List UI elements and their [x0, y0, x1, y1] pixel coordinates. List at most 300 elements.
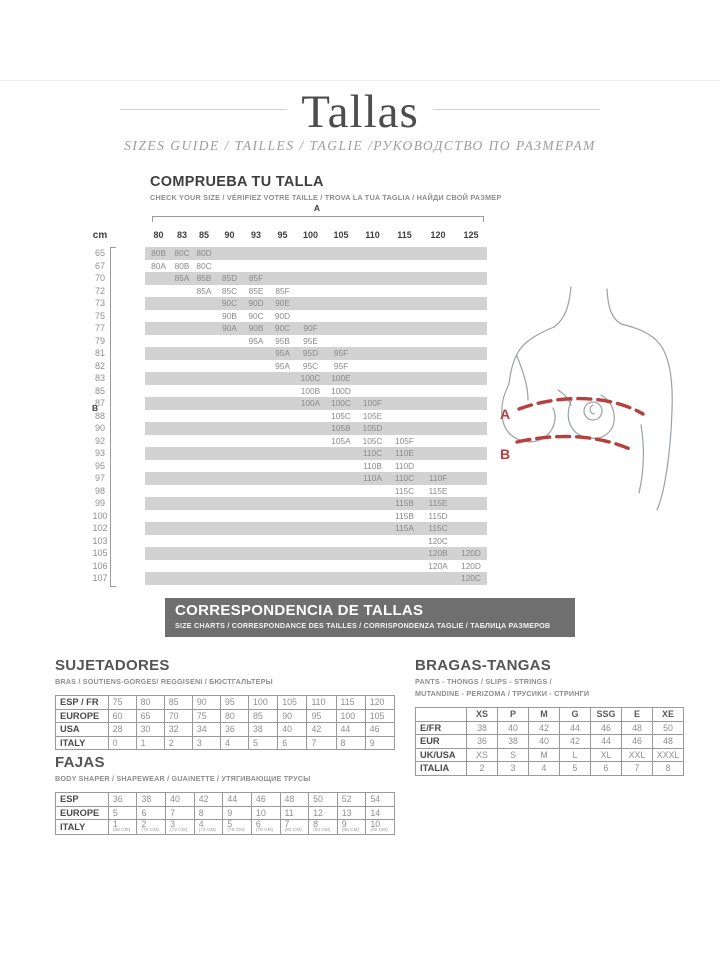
matrix-cell: [421, 285, 455, 298]
matrix-cell: [172, 422, 192, 435]
matrix-cell: [455, 285, 487, 298]
matrix-row-band: [145, 310, 487, 323]
matrix-row: [88, 335, 490, 348]
matrix-col-header: 90: [224, 230, 235, 240]
matrix-cell: 85A: [174, 273, 190, 283]
matrix-cell: [388, 272, 421, 285]
matrix-cell: [145, 510, 172, 523]
table-cell-cm-note: (74 CM): [198, 828, 217, 833]
matrix-cell: 85C: [221, 285, 238, 296]
matrix-cell: [192, 522, 216, 535]
matrix-row-band: [145, 285, 487, 298]
matrix-cell: [269, 497, 296, 510]
table-cell: 60: [108, 709, 136, 723]
matrix-cell: [296, 297, 325, 310]
table-cell: 28: [108, 723, 136, 737]
matrix-cell: [357, 335, 388, 348]
table-cell: 38: [137, 793, 166, 807]
matrix-row: [88, 497, 490, 510]
table-cell: 40: [498, 721, 529, 735]
matrix-row: [88, 522, 490, 535]
bust-figure-drawing: [493, 283, 711, 511]
table-cell: 8: [336, 736, 365, 750]
page-subtitle: SIZES GUIDE / TAILLES / TAGLIE /РУКОВОДСТВО ПО РАЗМЕРАМ: [124, 138, 596, 153]
matrix-cell: [421, 385, 455, 398]
matrix-cell: 95D: [302, 348, 319, 358]
matrix-col-header: 110: [365, 230, 380, 240]
table-cell: 38: [249, 723, 278, 737]
table-row: [56, 793, 395, 807]
matrix-cell: 85D: [221, 273, 238, 283]
matrix-row-label: 85: [94, 385, 105, 396]
matrix-row-band: [145, 522, 487, 535]
table-cell: 1: [136, 736, 164, 750]
pants-title: BRAGAS-TANGAS: [415, 657, 552, 674]
table-cell: 90: [192, 696, 220, 710]
table-cell: 75: [108, 696, 136, 710]
matrix-cell: [172, 510, 192, 523]
table-row-label: UK/USA: [416, 748, 467, 762]
matrix-cell: [296, 247, 325, 260]
table-cell: 110: [307, 696, 336, 710]
table-cell: 5: [108, 806, 137, 820]
matrix-row: [88, 397, 490, 410]
table-cell-cm-note: (92 CM): [370, 828, 388, 833]
matrix-row-label: 75: [94, 310, 105, 321]
matrix-cell: [216, 422, 243, 435]
matrix-cell: [421, 435, 455, 448]
table-cell: 32: [164, 723, 192, 737]
matrix-cell: [269, 510, 296, 523]
table-cell: 6: [591, 762, 622, 776]
matrix-cell: [243, 472, 269, 485]
table-cell: 1 (68 CM): [108, 820, 137, 835]
table-cell: 95: [220, 696, 248, 710]
matrix-cell: [192, 372, 216, 385]
matrix-row-band: [145, 422, 487, 435]
matrix-row-band: [145, 372, 487, 385]
matrix-cell: [455, 485, 487, 498]
matrix-cell: 95A: [275, 360, 290, 371]
matrix-row-band: [145, 360, 487, 373]
table-cell: L: [560, 748, 591, 762]
matrix-cell: 100C: [300, 373, 321, 383]
matrix-row-band: [145, 535, 487, 548]
matrix-cell: [172, 297, 192, 310]
matrix-cell: [388, 297, 421, 310]
matrix-cell: [243, 547, 269, 560]
matrix-cell: [269, 422, 296, 435]
matrix-cell: [243, 497, 269, 510]
matrix-cell: 115A: [395, 523, 414, 533]
matrix-cell: 85E: [248, 285, 264, 296]
matrix-cell: [357, 572, 388, 585]
matrix-cell: [325, 272, 357, 285]
pants-table: [415, 707, 684, 776]
check-size-title: COMPRUEBA TU TALLA: [150, 174, 324, 190]
table-cell: 9: [365, 736, 394, 750]
matrix-cell: [455, 360, 487, 373]
bracket-a-label: A: [313, 203, 321, 213]
matrix-row: [88, 460, 490, 473]
matrix-cell: [216, 397, 243, 410]
matrix-cell: [145, 322, 172, 335]
table-cell: 44: [560, 721, 591, 735]
matrix-cell: [388, 560, 421, 573]
table-cell: 80: [136, 696, 164, 710]
shapewear-section: [55, 754, 395, 835]
table-cell: 80: [220, 709, 248, 723]
shapewear-table: [55, 792, 395, 835]
matrix-cell: [296, 310, 325, 323]
size-matrix: [88, 203, 490, 585]
matrix-cell: 115C: [428, 523, 448, 533]
matrix-cell: 105F: [395, 435, 414, 446]
matrix-cell: [192, 460, 216, 473]
matrix-cell: [172, 385, 192, 398]
matrix-row-band: [145, 497, 487, 510]
matrix-cell: [216, 460, 243, 473]
matrix-cell: 85A: [196, 285, 212, 296]
table-cell-cm-note: (68 CM): [112, 828, 131, 833]
matrix-row-label: 106: [92, 560, 108, 571]
matrix-row-band: [145, 547, 487, 560]
table-cell: 50: [653, 721, 684, 735]
matrix-row: [88, 322, 490, 335]
matrix-cell: [192, 560, 216, 573]
table-cell: 8: [653, 762, 684, 776]
table-cell-cm-note: (88 CM): [341, 828, 360, 833]
matrix-cell: [216, 347, 243, 360]
matrix-cell: [243, 522, 269, 535]
bras-table: [55, 695, 395, 750]
matrix-cell: 95B: [275, 335, 290, 346]
matrix-cell: [357, 485, 388, 498]
matrix-cell: 80D: [196, 248, 212, 258]
matrix-row-label: 77: [94, 323, 105, 333]
matrix-cell: [192, 535, 216, 548]
bracket-b-label: B: [92, 403, 99, 413]
matrix-cell: [388, 397, 421, 410]
matrix-cell: 105C: [331, 410, 351, 421]
matrix-cell: [296, 435, 325, 448]
matrix-cell: [216, 497, 243, 510]
matrix-cell: [269, 560, 296, 573]
matrix-col-header: 100: [302, 230, 319, 240]
matrix-cell: 120D: [461, 560, 481, 571]
matrix-row-band: [145, 485, 487, 498]
matrix-cell: [172, 447, 192, 460]
matrix-cell: [192, 347, 216, 360]
matrix-cell: [243, 260, 269, 273]
matrix-row-label: 81: [94, 348, 105, 358]
table-cell: 46: [365, 723, 394, 737]
table-row: [416, 762, 684, 776]
matrix-cell: 105B: [331, 423, 351, 433]
matrix-cell: [325, 535, 357, 548]
matrix-cell: [421, 422, 455, 435]
matrix-cell: [325, 510, 357, 523]
table-cell: 38: [498, 735, 529, 749]
matrix-row-band: [145, 472, 487, 485]
matrix-cell: [388, 422, 421, 435]
matrix-cell: [192, 435, 216, 448]
matrix-cell: 80B: [174, 260, 190, 271]
matrix-cell: [192, 547, 216, 560]
matrix-cell: [388, 372, 421, 385]
matrix-cell: [145, 447, 172, 460]
matrix-cell: 120B: [428, 548, 448, 558]
matrix-cell: [145, 460, 172, 473]
matrix-cell: [243, 422, 269, 435]
matrix-cell: [172, 322, 192, 335]
matrix-row-band: [145, 385, 487, 398]
matrix-cell: [243, 397, 269, 410]
matrix-cell: [145, 572, 172, 585]
matrix-cell: [325, 335, 357, 348]
matrix-cell: [325, 310, 357, 323]
matrix-cell: [192, 510, 216, 523]
matrix-cell: [145, 372, 172, 385]
matrix-cell: [325, 260, 357, 273]
matrix-cell: [357, 285, 388, 298]
top-divider: [0, 80, 720, 81]
table-cell: 50: [309, 793, 338, 807]
matrix-cell: [145, 410, 172, 423]
table-cell-cm-note: (70 CM): [141, 828, 159, 833]
matrix-cell: [455, 460, 487, 473]
matrix-cell: [296, 497, 325, 510]
matrix-cell: 110A: [363, 473, 382, 483]
table-cell: XL: [591, 748, 622, 762]
matrix-cell: 115B: [395, 498, 414, 508]
matrix-cell: [455, 247, 487, 260]
table-cell: 2 (70 CM): [137, 820, 166, 835]
size-charts-banner: [165, 598, 575, 637]
matrix-cell: [421, 247, 455, 260]
matrix-cell: 120D: [461, 548, 481, 558]
matrix-cell: [216, 335, 243, 348]
matrix-cell: 105C: [362, 435, 383, 446]
matrix-cell: [192, 335, 216, 348]
matrix-cell: [216, 447, 243, 460]
table-cell: 42: [529, 721, 560, 735]
matrix-row-band: [145, 510, 487, 523]
matrix-cell: [216, 472, 243, 485]
matrix-col-header: 105: [333, 230, 349, 240]
matrix-cell: 110B: [363, 460, 382, 471]
matrix-cell: 110D: [394, 460, 415, 471]
matrix-cell: [172, 310, 192, 323]
matrix-row-band: [145, 260, 487, 273]
matrix-cell: [325, 572, 357, 585]
matrix-row-label: 99: [94, 498, 105, 508]
matrix-unit-label: cm: [92, 230, 108, 241]
matrix-cell: [325, 547, 357, 560]
table-cell: 2: [164, 736, 192, 750]
matrix-cell: [192, 297, 216, 310]
table-cell: 10: [251, 806, 280, 820]
table-cell: 65: [136, 709, 164, 723]
matrix-cell: [269, 397, 296, 410]
table-cell: XXL: [622, 748, 653, 762]
matrix-cell: [357, 372, 388, 385]
table-cell: 115: [336, 696, 365, 710]
matrix-cell: [243, 360, 269, 373]
pants-subtitle-line2: MUTANDINE - PERIZOMA / ТРУСИКИ - СТРИНГИ: [415, 689, 590, 698]
matrix-cell: [455, 335, 487, 348]
table-cell: 48: [622, 721, 653, 735]
matrix-row-label: 87: [94, 398, 105, 408]
matrix-cell: 115D: [428, 510, 448, 521]
table-cell: 4: [529, 762, 560, 776]
matrix-cell: [243, 510, 269, 523]
matrix-row-band: [145, 397, 487, 410]
table-row-label: E/FR: [416, 721, 467, 735]
table-row-label: EUR: [416, 735, 467, 749]
table-row: [56, 723, 395, 737]
matrix-cell: [388, 360, 421, 373]
matrix-cell: [145, 560, 172, 573]
matrix-cell: 110F: [428, 473, 448, 483]
matrix-cell: [269, 447, 296, 460]
table-cell: 3 (72 CM): [166, 820, 195, 835]
table-cell: 6 (78 CM): [251, 820, 280, 835]
matrix-cell: [325, 447, 357, 460]
matrix-cell: [325, 297, 357, 310]
matrix-cell: [269, 472, 296, 485]
matrix-cell: 120C: [428, 535, 448, 546]
table-cell: 54: [366, 793, 395, 807]
matrix-cell: 95F: [333, 360, 349, 371]
matrix-cell: [192, 410, 216, 423]
shapewear-subtitle: BODY SHAPER / SHAPEWEAR / GUAINETTE / УТЯГИВАЮЩИЕ ТРУСЫ: [55, 774, 311, 783]
matrix-cell: [388, 260, 421, 273]
matrix-cell: [192, 485, 216, 498]
banner-title: CORRESPONDENCIA DE TALLAS: [175, 602, 424, 619]
table-corner-cell: [416, 708, 467, 722]
matrix-cell: [357, 322, 388, 335]
matrix-cell: [296, 472, 325, 485]
table-col-header: M: [529, 708, 560, 722]
table-cell: 48: [280, 793, 309, 807]
matrix-header-row: [88, 229, 490, 242]
matrix-cell: [269, 435, 296, 448]
matrix-cell: [296, 422, 325, 435]
table-cell: 100: [336, 709, 365, 723]
matrix-cell: 90E: [275, 298, 290, 308]
matrix-cell: 120C: [461, 573, 481, 583]
table-cell: 9 (88 CM): [337, 820, 366, 835]
matrix-col-header: 95: [277, 230, 288, 240]
matrix-cell: [145, 522, 172, 535]
matrix-cell: [296, 535, 325, 548]
matrix-col-header: 115: [397, 230, 412, 240]
table-cell: 42: [307, 723, 336, 737]
matrix-cell: [421, 410, 455, 423]
table-cell-cm-note: (72 CM): [170, 828, 188, 833]
matrix-cell: [216, 410, 243, 423]
table-cell: 85: [164, 696, 192, 710]
matrix-cell: [243, 347, 269, 360]
matrix-cell: [145, 485, 172, 498]
table-cell-cm-note: (76 CM): [227, 828, 245, 833]
table-cell: 46: [622, 735, 653, 749]
matrix-cell: [357, 560, 388, 573]
table-cell-cm-note: (84 CM): [313, 828, 331, 833]
table-col-header: G: [560, 708, 591, 722]
matrix-cell: [455, 472, 487, 485]
matrix-cell: [172, 472, 192, 485]
matrix-cell: [357, 297, 388, 310]
matrix-row-label: 90: [94, 423, 105, 433]
table-col-header: XE: [653, 708, 684, 722]
matrix-cell: [455, 372, 487, 385]
table-cell: 120: [365, 696, 394, 710]
matrix-cell: [216, 572, 243, 585]
title-rule-right: [433, 109, 600, 110]
table-cell: 14: [366, 806, 395, 820]
matrix-cell: [243, 560, 269, 573]
matrix-row: [88, 485, 490, 498]
matrix-cell: 105E: [362, 410, 383, 421]
matrix-cell: [421, 322, 455, 335]
matrix-row-band: [145, 572, 487, 585]
table-cell: XS: [467, 748, 498, 762]
matrix-cell: [455, 410, 487, 423]
matrix-cell: 90C: [248, 310, 264, 321]
matrix-cell: [216, 260, 243, 273]
matrix-cell: [421, 447, 455, 460]
matrix-row: [88, 472, 490, 485]
matrix-cell: [455, 447, 487, 460]
matrix-cell: [145, 535, 172, 548]
table-cell: 52: [337, 793, 366, 807]
table-cell: 4: [220, 736, 248, 750]
matrix-cell: [455, 497, 487, 510]
matrix-row: [88, 447, 490, 460]
table-row-label: USA: [56, 723, 109, 737]
matrix-cell: [421, 397, 455, 410]
matrix-cell: [145, 310, 172, 323]
matrix-cell: 80A: [151, 260, 166, 271]
matrix-row: [88, 410, 490, 423]
table-cell: 0: [108, 736, 136, 750]
matrix-cell: [216, 560, 243, 573]
matrix-cell: [172, 435, 192, 448]
matrix-cell: 100C: [331, 398, 351, 408]
matrix-row-band: [145, 560, 487, 573]
table-cell: 8: [194, 806, 223, 820]
matrix-row-band: [145, 460, 487, 473]
matrix-cell: [357, 385, 388, 398]
matrix-cell: [172, 285, 192, 298]
page-title: Tallas: [301, 86, 419, 138]
pants-subtitle-line1: PANTS - THONGS / SLIPS - STRINGS /: [415, 677, 552, 686]
matrix-cell: [325, 522, 357, 535]
matrix-cell: [243, 447, 269, 460]
table-cell: M: [529, 748, 560, 762]
matrix-row-label: 100: [92, 510, 108, 521]
matrix-cell: 90F: [303, 323, 318, 333]
matrix-cell: [296, 572, 325, 585]
matrix-cell: [145, 497, 172, 510]
matrix-cell: 110C: [362, 448, 383, 458]
matrix-row-label: 98: [94, 485, 105, 496]
matrix-cell: 100F: [363, 398, 382, 408]
matrix-cell: [421, 297, 455, 310]
matrix-row-label: 82: [94, 360, 105, 371]
